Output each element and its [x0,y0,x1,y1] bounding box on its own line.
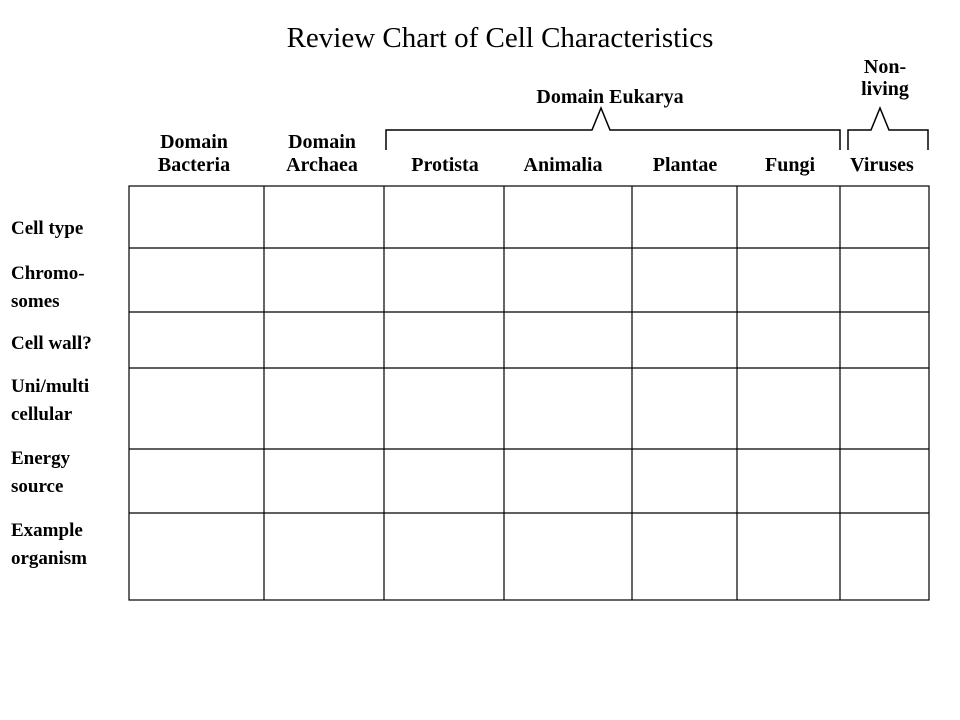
nonliving-brace [848,108,928,150]
row-label-line1: Cell wall? [11,333,92,354]
row-label-line1: Energy [11,448,71,469]
column-header-line2: Protista [411,154,479,176]
row-label-line2: source [11,476,64,497]
row-label-line1: Chromo- [11,263,85,284]
column-header-line2: Fungi [764,154,816,176]
column-header-line2: Animalia [523,154,603,176]
group-label-nonliving-line1: Non- [863,56,907,78]
column-header-line2: Viruses [850,154,914,176]
eukarya-brace [386,108,840,150]
row-label-line2: cellular [11,404,73,425]
column-header-line2: Plantae [652,154,718,176]
row-label-line2: organism [11,548,87,569]
row-label-line2: somes [11,291,60,312]
column-header-line2: Bacteria [157,154,231,176]
group-label-eukarya: Domain Eukarya [536,86,684,108]
column-header-line1: Domain [288,131,356,153]
column-header-line1: Domain [160,131,228,153]
row-label-line1: Example [11,520,83,541]
row-label-line1: Uni/multi [11,376,90,397]
column-header-line2: Archaea [286,154,358,176]
group-label-nonliving-line2: living [861,78,909,100]
page-title: Review Chart of Cell Characteristics [286,22,714,54]
row-label-line1: Cell type [11,218,84,239]
